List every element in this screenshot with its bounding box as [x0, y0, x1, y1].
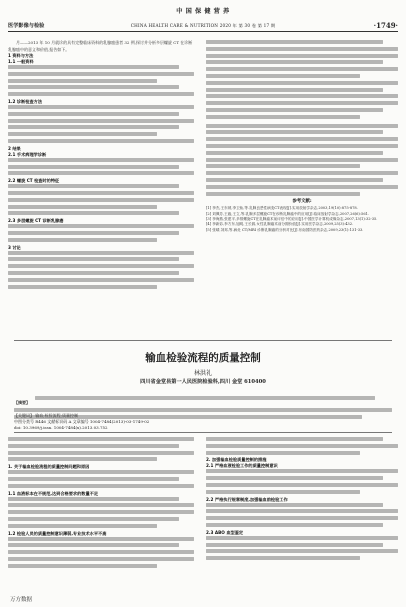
doi-line: doi: 10.3969/j.issn. 1004-7484(x).2013.03.752: [14, 425, 108, 430]
intro-text: 月——2013 年 10 月就诊的具有完整临床资料的乳腺癌患者 32 例,探讨并分析多层螺旋 CT 在诊断乳腺癌中的意义和价值,报告如下。: [8, 40, 193, 52]
abstract-label: 【摘要】: [14, 400, 30, 405]
lower-left-column: [8, 437, 194, 571]
section-heading-results: 2 结果: [8, 145, 21, 151]
reference-item: [5] 张晴,刘邦,等.病灶 CT/MRI 诊断乳腺癌的分析对比[J].东南国防医药杂志,2009,23(1):131-33.: [206, 227, 364, 232]
page-header: [8, 6, 398, 32]
subsection-heading-pathology: 2.1 手术病理学诊断: [8, 151, 47, 157]
lower-right-column: [206, 437, 398, 563]
upper-right-column: [206, 40, 398, 233]
journal-english-title: CHINA HEALTH CARE & NUTRITION 2020 年 第 30 卷 第 17 期: [130, 23, 276, 28]
references-heading: 参考文献:: [292, 199, 312, 205]
subsection-heading-specimen: 1.1 血液标本在不规范,达到合格要求的数量不足: [8, 490, 99, 496]
subsection-heading-general: 1.1 一般资料: [8, 59, 34, 64]
section-heading-discussion: 3 讨论: [8, 244, 21, 250]
section-heading-problems: 1. 关于输血检验流程的质量控制问题和原因: [8, 464, 90, 470]
subsection-heading-multislice: 2.3 多层螺旋 CT 诊断乳腺癌: [8, 218, 64, 224]
subsection-heading-regulations: 2.2 严格执行规章制度,加强输血前检验工作: [206, 496, 288, 502]
journal-title: 中 国 保 健 营 养: [176, 8, 230, 15]
article-separator: [14, 340, 392, 341]
keywords: 【关键词】 输血;检验流程;质量控制: [14, 413, 78, 418]
subsection-heading-abo: 2.3 ABO 血型鉴定: [206, 529, 244, 535]
reference-item: [3] 李海燕,张建平,多排螺旋CT在乳腺癌术前评估中的应用[J].中国医学计算机成像杂志,2007,13(1):32-35.: [206, 216, 378, 221]
article-author: 林洪礼: [193, 370, 212, 377]
article-affiliation: 四川省金堂县第一人民医院检验科,四川 金堂 610400: [140, 379, 266, 385]
classification-line: 中图分类号 R446 文献标识码 A 文章编号 1004-7484(2013)-03-1749-02: [14, 419, 150, 424]
subsection-heading-diagnosis: 1.2 诊断检查方法: [8, 98, 43, 104]
reference-item: [2] 刘佩芳,王毅,王立,等.乳腺多层螺旋CT在诊断乳腺癌中的应用[J].临床放射学杂志,2007,26(6):561.: [206, 211, 370, 216]
abstract-separator: [14, 432, 392, 433]
footer-watermark: 万方数据: [10, 597, 33, 603]
reference-item: [4] 李新彩,李方东,旭明,王长源,女性乳腺癌术前分期价值[J].实用医学杂志,2009,25(3):432.: [206, 222, 354, 227]
page-number: ·1749·: [373, 21, 398, 30]
article-title: 输血检验流程的质量控制: [145, 352, 261, 364]
upper-left-column: [8, 40, 194, 291]
reference-item: [1] 李杰,王东坡,李卫仙,等.乳腺良恶性病变CT表现[J].实用放射学杂志,2003,19(10):875-878.: [206, 206, 358, 211]
section-name: 医学影像与检验: [8, 23, 45, 29]
subsection-heading-ct-features: 2.2 螺旋 CT 检查时的特征: [8, 178, 60, 184]
section-heading-methods: 1 资料与方法: [8, 53, 34, 58]
subsection-heading-awareness: 2.1 严格血液检验工作的质量控制意识: [206, 463, 278, 469]
section-heading-measures: 2. 加强输血检验质量控制的措施: [206, 457, 267, 463]
subsection-heading-staff: 1.2 检验人员的质量控制意识薄弱,专业技术水平不高: [8, 530, 107, 536]
